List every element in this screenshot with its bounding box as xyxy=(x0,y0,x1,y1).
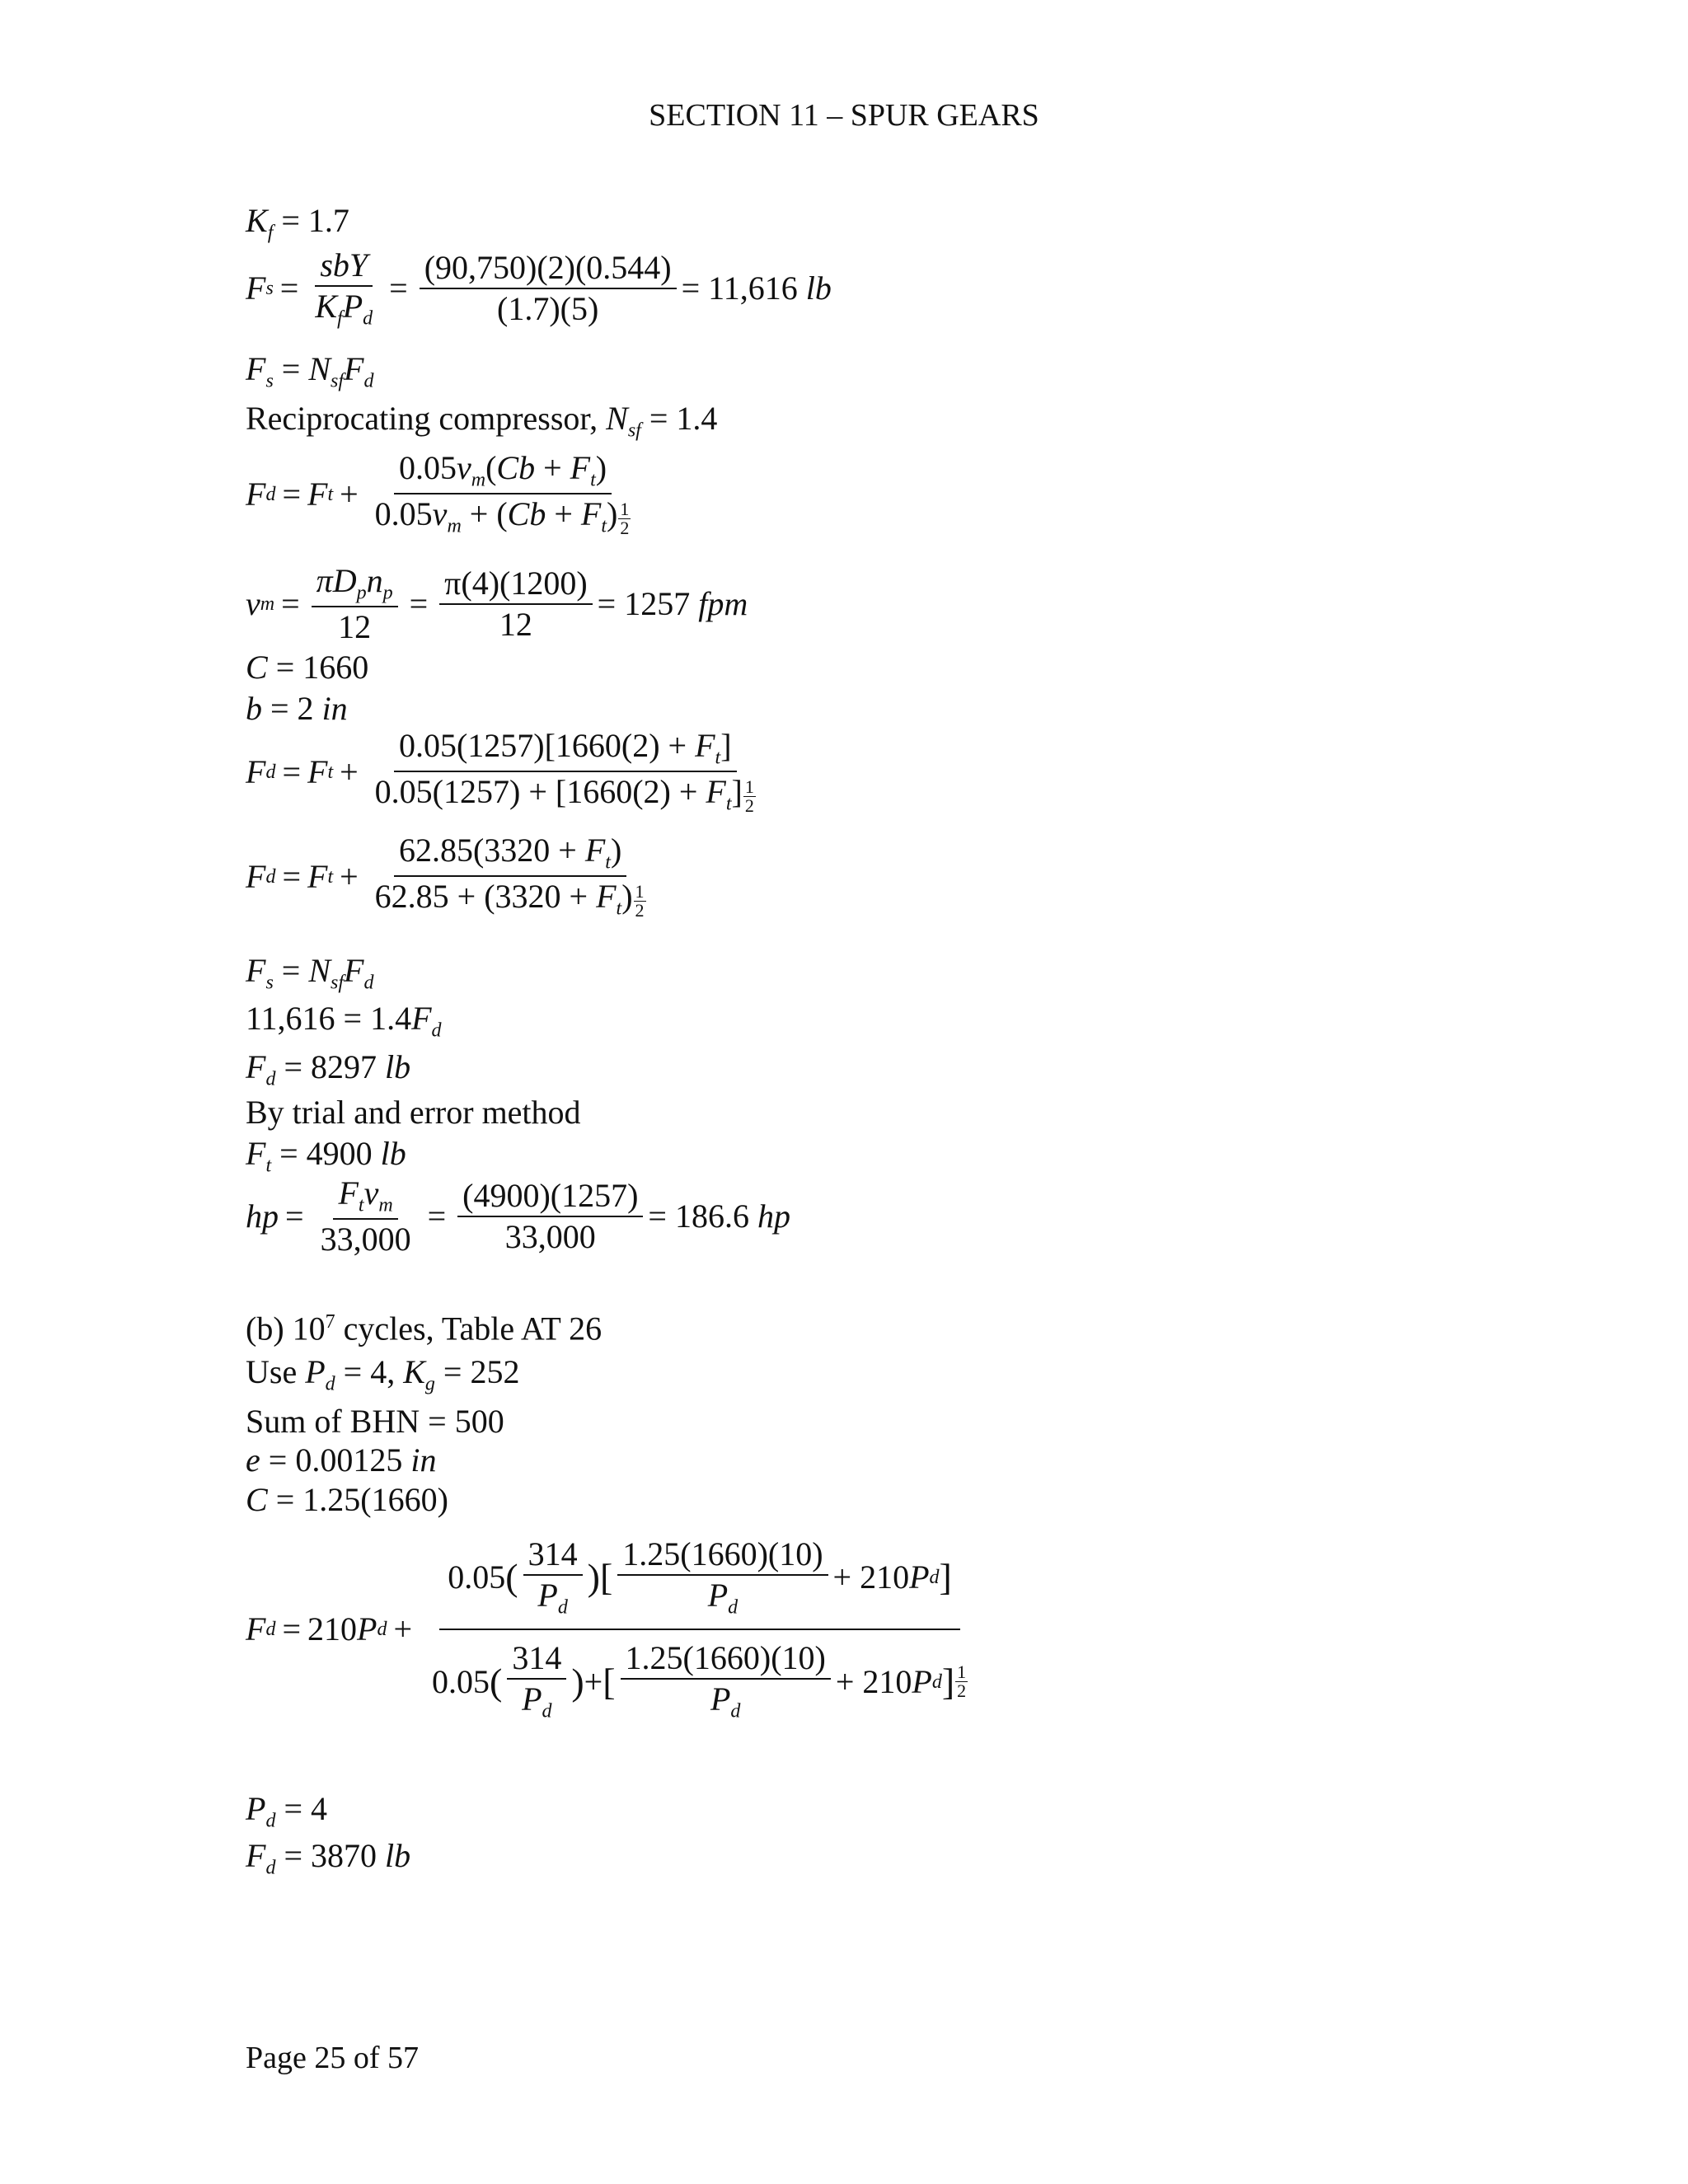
section-header: SECTION 11 – SPUR GEARS xyxy=(649,98,1039,133)
ft-4900-line: $F_t = 4900$ lb xyxy=(246,1135,406,1177)
fd-simplified-equation: F d = F t + $62.85(3320 + F_t)$ $62.85 + (3320 + F_t)$ $\frac{1}{2}$ xyxy=(246,834,656,920)
fd-big-equation: F d = 210 P d + 0.05 ( $\frac{314}{P_d}$ ) [ $\frac{1.25(1660)(10)}{P_d}$ + 210 P d ] 0.05 ( $\frac{314}{P_d}$ ) + [ $\frac{1.25(1660)(10)}{P_d}$ + 210 P d ] 1 2 xyxy=(246,1533,981,1727)
eq-11616-line: $11,616 = 1.4F_d$ xyxy=(246,1000,442,1042)
fs-result: = 11,616 lb xyxy=(681,269,832,307)
e-line: e = 0.00125 in xyxy=(246,1441,437,1479)
page-footer: Page 25 of 57 xyxy=(246,2041,420,2075)
fd-general-fraction: $0.05v_m(Cb + F_t)$ $0.05v_m + (Cb + F_t)$ $\frac{1}{2}$ xyxy=(374,449,630,539)
vm-fraction-numeric: $\frac{\pi(4)(1200)}{12}$ xyxy=(439,567,592,641)
fs-equation: F s = $\frac{\text{sbY}}{K_fP_d}$ = $\frac{(90,750)(2)(0.544)}{(1.7)(5)}$ = 11,616 lb xyxy=(246,246,832,330)
fs-nsf-line: $F_s = N_{sf}F_d$ xyxy=(246,350,374,392)
hp-fraction-symbolic: $\frac{F_tv_m}{33,000}$ xyxy=(320,1174,411,1258)
pd-4-line: $P_d = 4$ xyxy=(246,1790,327,1832)
fs-nsf-line-2: $F_s = N_{sf}F_d$ xyxy=(246,952,374,994)
fd-numeric-fraction: $0.05(1257)[1660(2) + F_t]$ $0.05(1257) + [1660(2) + F_t]$ $\frac{1}{2}$ xyxy=(374,727,754,817)
c-line-2: C = 1.25(1660) xyxy=(246,1481,448,1518)
b-line: b = 2 in xyxy=(246,690,348,727)
fs-fraction-symbolic: $\frac{\text{sbY}}{K_fP_d}$ xyxy=(315,246,373,330)
recip-line: Reciprocating compressor, $N_{sf} = 1.4$ xyxy=(246,400,718,442)
fd-numeric-equation: F d = F t + $0.05(1257)[1660(2) + F_t]$ $0.05(1257) + [1660(2) + F_t]$ $\frac{1}{2}$ xyxy=(246,729,766,815)
vm-fraction-symbolic: $\frac{\pi D_pn_p}{12}$ xyxy=(312,565,398,644)
fd-8297-line: $F_d = 8297$ lb xyxy=(246,1048,411,1090)
fd-big-fraction: 0.05 ( $\frac{314}{P_d}$ ) [ $\frac{1.25(1660)(10)}{P_d}$ + 210 P d ] 0.05 ( $\frac{314}{P_d}$ ) + [ $\frac{1.25(1660)(10)}{P_d}$ + 210 P d ] 1 2 xyxy=(424,1533,976,1727)
c-line: C = 1660 xyxy=(246,649,369,686)
part-b-line: (b) $10^7$ cycles, Table AT 26 xyxy=(246,1310,603,1347)
use-line: Use $P_d = 4$, $K_g = 252$ xyxy=(246,1353,520,1395)
vm-equation: v m = $\frac{\pi D_pn_p}{12}$ = $\frac{\pi(4)(1200)}{12}$ = 1257 fpm xyxy=(246,562,748,646)
trial-line: By trial and error method xyxy=(246,1094,581,1131)
bhn-line: Sum of BHN = 500 xyxy=(246,1403,504,1440)
kf-line: $K_f = 1.7$ xyxy=(246,202,349,244)
hp-fraction-numeric: $\frac{(4900)(1257)}{33,000}$ xyxy=(457,1179,643,1254)
fd-general-equation: F d = F t + $0.05v_m(Cb + F_t)$ $0.05v_m + (Cb + F_t)$ $\frac{1}{2}$ xyxy=(246,452,640,537)
hp-equation: hp = $\frac{F_tv_m}{33,000}$ = $\frac{(4900)(1257)}{33,000}$ = 186.6 hp xyxy=(246,1174,790,1258)
fs-fraction-numeric: $\frac{(90,750)(2)(0.544)}{(1.7)(5)}$ xyxy=(420,251,677,326)
fd-simplified-fraction: $62.85(3320 + F_t)$ $62.85 + (3320 + F_t)$ $\frac{1}{2}$ xyxy=(374,832,645,921)
fd-3870-line: $F_d = 3870$ lb xyxy=(246,1837,411,1879)
